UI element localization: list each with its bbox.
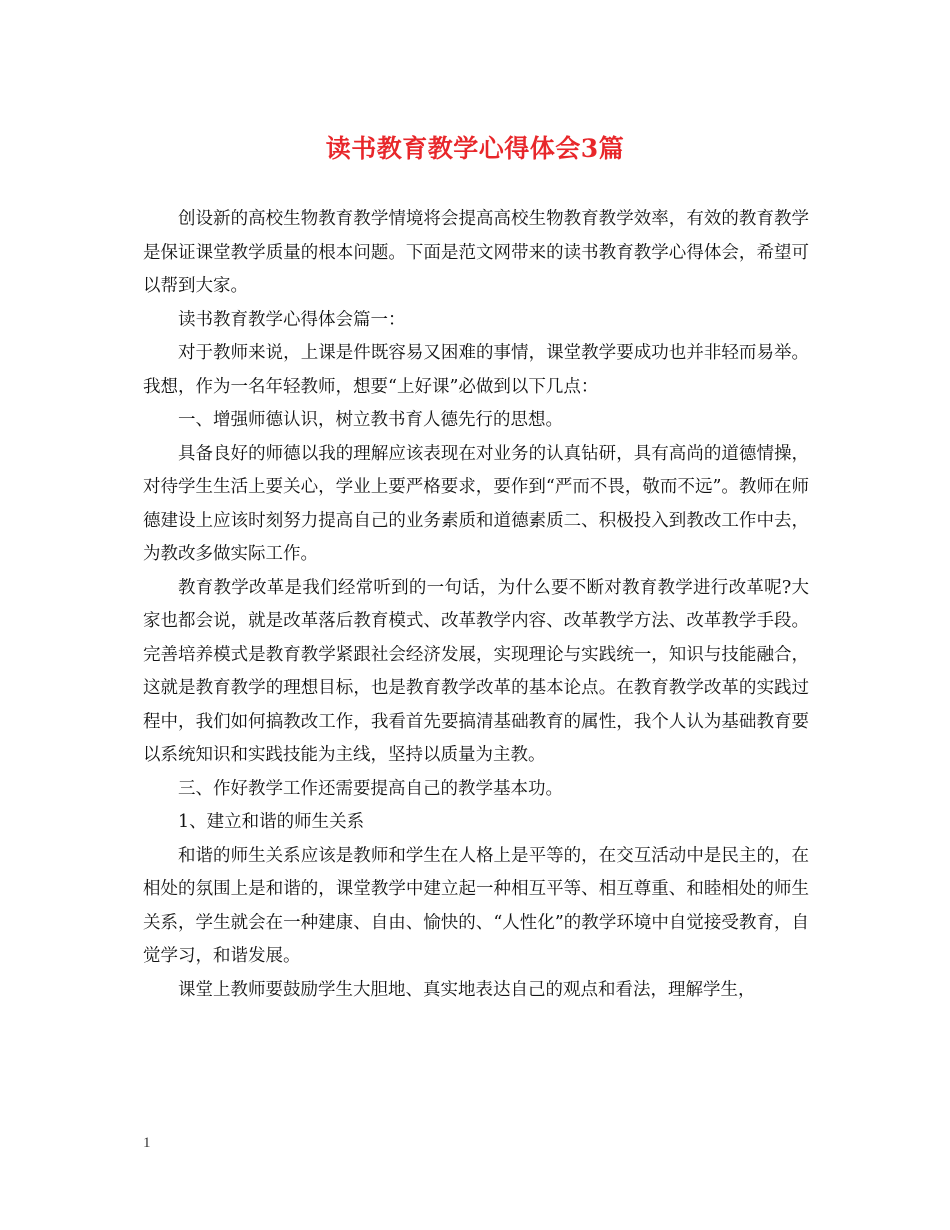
- paragraph-harmony: 和谐的师生关系应该是教师和学生在人格上是平等的，在交互活动中是民主的，在相处的氛围上是和谐的，课堂教学中建立起一种相互平等、相互尊重、和睦相处的师生关系，学生就会在一种建康、自由、愉快的、“人性化”的教学环境中自觉接受教育，自觉学习，和谐发展。: [143, 845, 809, 966]
- paragraph-intro: 创设新的高校生物教育教学情境将会提高高校生物教育教学效率，有效的教育教学是保证课堂教学质量的根本问题。下面是范文网带来的读书教育教学心得体会，希望可以帮到大家。: [143, 209, 809, 296]
- page-number: 1: [143, 1135, 151, 1151]
- paragraph-ethics: 具备良好的师德以我的理解应该表现在对业务的认真钻研，具有高尚的道德情操，对待学生生活上要关心，学业上要严格要求，要作到“严而不畏，敬而不远”。教师在师德建设上应该时刻努力提高自己的业务素质和道德素质二、积极投入到教改工作中去，为教改多做实际工作。: [143, 443, 809, 564]
- document-title: 读书教育教学心得体会3篇: [325, 134, 625, 163]
- document-body: [143, 203, 809, 1007]
- paragraph-point-one: 一、增强师德认识，树立教书育人德先行的思想。: [178, 410, 563, 430]
- paragraph-reform: 教育教学改革是我们经常听到的一句话，为什么要不断对教育教学进行改革呢?大家也都会说，就是改革落后教育模式、改革教学内容、改革教学方法、改革教学手段。完善培养模式是教育教学紧跟社会经济发展，实现理论与实践统一，知识与技能融合，这就是教育教学的理想目标，也是教育教学改革的基本论点。在教育教学改革的实践过程中，我们如何搞教改工作，我看首先要搞清基础教育的属性，我个人认为基础教育要以系统知识和实践技能为主线，坚持以质量为主教。: [143, 577, 809, 765]
- paragraph-section-heading: 读书教育教学心得体会篇一：: [178, 309, 406, 330]
- paragraph-encourage: 课堂上教师要鼓励学生大胆地、真实地表达自己的观点和看法，理解学生，: [178, 979, 756, 1000]
- paragraph-teacher-lesson: 对于教师来说，上课是件既容易又困难的事情，课堂教学要成功也并非轻而易举。我想，作为一名年轻教师，想要“上好课”必做到以下几点：: [143, 343, 809, 397]
- paragraph-subpoint-one: 1、建立和谐的师生关系: [178, 812, 365, 832]
- paragraph-point-three: 三、作好教学工作还需要提高自己的教学基本功。: [178, 778, 563, 799]
